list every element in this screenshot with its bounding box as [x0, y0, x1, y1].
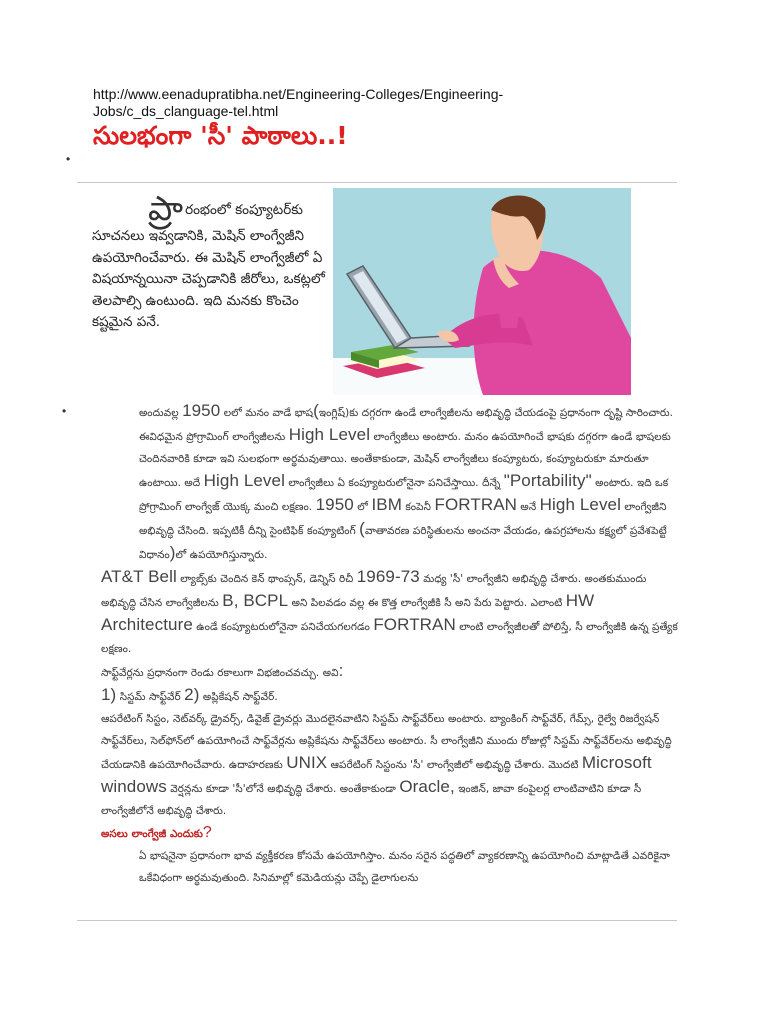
- paragraph: ఆపరేటింగ్ సిస్టం, నెట్‌వర్క్ డ్రైవర్స్, డివైజ్ డ్రైవర్లు మొదలైనవాటిని సిస్టమ్ సాఫ్ట్‌వేర్‌లు అంటారు. బ్యాంకింగ్ సాఫ్ట్‌వేర్, గేమ్స్, రైల్వే రిజర్వేషన్ సాఫ్ట్‌వేర్‌లు, సెల్‌ఫోన్‌లో ఉపయోగించే సాఫ్ట్‌వేర్లను అప్లికేషను సాఫ్ట్‌వేర్‌లు అంటారు. సీ లాంగ్వేజీని ముందు రోజుల్లో సిస్టమ్ సాఫ్ట్‌వేర్‌లను అభివృద్ధి చేయడానికి ఉపయోగించేవారు. ఉదాహరణకు UNIX ఆపరేటింగ్ సిస్టంను 'సీ' లాంగ్వేజీలో అభివృద్ధి చేశారు. మొదటి Microsoft windows వెర్షన్లను కూడా 'సీ'లోనే అభివృద్ధి చేశారు. అంతేకాకుండా Oracle, ఇంజిన్, జావా కంపైలర్ల లాంటివాటిని కూడా సీ లాంగ్వేజీలోనే అభివృద్ధి చేశారు.: [101, 713, 672, 817]
- bottom-divider: [77, 920, 677, 921]
- illustration-image: [333, 188, 631, 395]
- top-divider: [77, 182, 677, 183]
- paragraph: 1) సిస్టమ్ సాఫ్ట్‌వేర్ 2) అప్లికేషన్ సాఫ్ట్‌వేర్.: [101, 685, 278, 704]
- drop-cap: ప్రా: [148, 189, 184, 229]
- page-title: సులభంగా 'సీ' పాఠాలు..!: [93, 121, 348, 150]
- paragraph: AT&T Bell ల్యాబ్స్‌కు చెందిన కెన్ థాంప్సన్, డెన్నిస్ రిచీ 1969-73 మధ్య 'సీ' లాంగ్వేజీని అభివృద్ధి చేశారు. అంతకుముందు అభివృద్ధి చేసిన లాంగ్వేజీలను B, BCPL అని పిలవడం వల్ల ఈ కొత్త లాంగ్వేజీకి సీ అని పేరు పెట్టారు. ఎలాంటి HW Architecture ఉండే కంప్యూటరులోనైనా పనిచేయగలగడం FORTRAN లాంటి లాంగ్వేజీలతో పోలిస్తే, సీ లాంగ్వేజీకి ఉన్న ప్రత్యేక లక్షణం.: [101, 567, 678, 655]
- intro-text: రంభంలో కంప్యూటర్‌కు సూచనలు ఇవ్వడానికి, మెషిన్ లాంగ్వేజీని ఉపయోగించేవారు. ఈ మెషిన్ లాంగ్వేజీలో ఏ విషయాన్నయినా చెప్పడానికి జీరోలు, ఒకట్లలో తెలపాల్సి ఉంటుంది. ఇది మనకు కొంచెం కష్టమైన పనే.: [92, 202, 325, 330]
- list-bullet: •: [66, 152, 71, 166]
- article-body: [101, 400, 681, 889]
- paragraph: అందువల్ల 1950 లలో మనం వాడే భాష(ఇంగ్లిష్)కు దగ్గరగా ఉండే లాంగ్వేజీలను అభివృద్ధి చేయడంపై ప్రధానంగా దృష్టి సారించారు. ఈవిధమైన ప్రోగ్రామింగ్ లాంగ్వేజీలను High Level లాంగ్వేజీలు అంటారు. మనం ఉపయోగించే భాషకు దగ్గరగా ఉండే భాషలకు చెందినవారికి కూడా ఇవి సులభంగా అర్థమవుతాయి. అంతేకాకుండా, మెషిన్ లాంగ్వేజీలు కంప్యూటరు, కంప్యూటరుకూ మారుతూ ఉంటాయి. అదే High Level లాంగ్వేజీలు ఏ కంప్యూటరులోనైనా పనిచేస్తాయి. దీన్నే "Portability" అంటారు. ఇది ఒక ప్రోగ్రామింగ్ లాంగ్వేజ్ యొక్క మంచి లక్షణం. 1950 లో IBM కంపెనీ FORTRAN అనే High Level లాంగ్వేజీని అభివృద్ధి చేసింది. ఇప్పటికీ దీన్ని సైంటిఫిక్ కంప్యూటింగ్ (వాతావరణ పరిస్థితులను అంచనా వేయడం, ఉపగ్రహాలను కక్ష్యలో ప్రవేశపెట్టే విధానం)లో ఉపయోగిస్తున్నారు.: [139, 401, 674, 562]
- paragraph: సాఫ్ట్‌వేర్లను ప్రధానంగా రెండు రకాలుగా విభజించవచ్చు. అవి:: [101, 661, 344, 680]
- source-url: http://www.eenadupratibha.net/Engineering-Colleges/Engineering-Jobs/c_ds_clanguage-tel.html: [93, 86, 504, 119]
- section-heading: అసలు లాంగ్వేజీ ఎందుకు?: [101, 824, 212, 841]
- list-bullet: •: [62, 404, 67, 418]
- paragraph: ఏ భాషనైనా ప్రధానంగా భావ వ్యక్తీకరణ కోసమే ఉపయోగిస్తాం. మనం సరైన పద్ధతిలో వ్యాకరణాన్ని ఉపయోగించి మాట్లాడితే ఎవరికైనా ఒకేవిధంగా అర్థమవుతుంది. సినిమాల్లో కమెడియన్లు చెప్పే డైలాగులను: [139, 850, 670, 884]
- intro-paragraph: [92, 189, 328, 334]
